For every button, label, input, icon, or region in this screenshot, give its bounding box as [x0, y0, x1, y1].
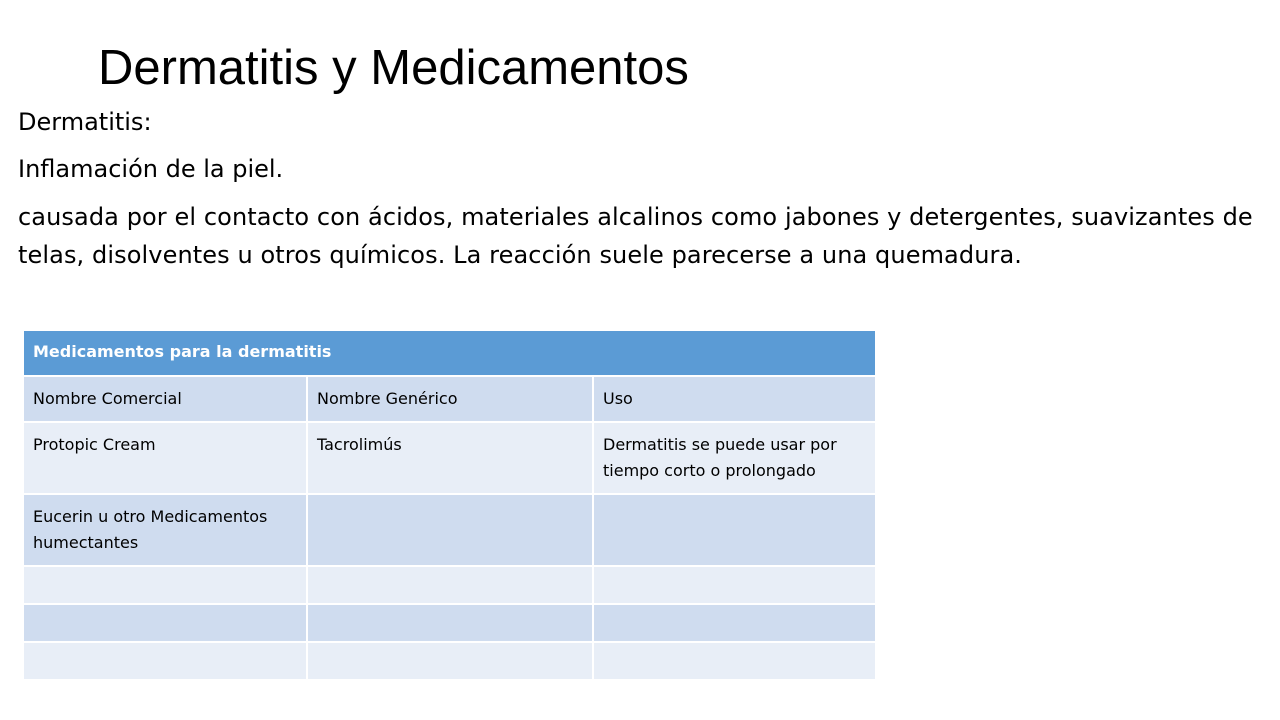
- table-cell: Tacrolimús: [307, 422, 593, 494]
- table-cell: [307, 642, 593, 680]
- table-cell: Dermatitis se puede usar por tiempo corto o prolongado: [593, 422, 876, 494]
- paragraph-definition: Inflamación de la piel.: [18, 155, 284, 183]
- table-cell: [593, 566, 876, 604]
- table-row: [23, 604, 876, 642]
- table-caption: Medicamentos para la dermatitis: [23, 330, 876, 376]
- table-cell: [307, 494, 593, 566]
- paragraph-description: causada por el contacto con ácidos, materiales alcalinos como jabones y detergentes, suavizantes de telas, disolventes u otros químicos. La reacción suele parecerse a una quemadura.: [18, 203, 1253, 269]
- slide-body: [18, 104, 1264, 274]
- table-cell: Eucerin u otro Medicamentos humectantes: [23, 494, 307, 566]
- medications-table: [22, 329, 877, 681]
- table-cell: Protopic Cream: [23, 422, 307, 494]
- table-cell: [593, 494, 876, 566]
- table-cell: [307, 566, 593, 604]
- slide-title: Dermatitis y Medicamentos: [98, 41, 689, 95]
- table-cell: [23, 604, 307, 642]
- table-caption-row: [23, 330, 876, 376]
- header-nombre-generico: Nombre Genérico: [307, 376, 593, 422]
- header-uso: Uso: [593, 376, 876, 422]
- table-cell: [593, 604, 876, 642]
- table-cell: [23, 566, 307, 604]
- table-row: [23, 422, 876, 494]
- table-cell: [23, 642, 307, 680]
- table-cell: [593, 642, 876, 680]
- table-cell: [307, 604, 593, 642]
- header-nombre-comercial: Nombre Comercial: [23, 376, 307, 422]
- paragraph-heading: Dermatitis:: [18, 108, 152, 136]
- table-row: [23, 494, 876, 566]
- table-row: [23, 642, 876, 680]
- table-header-row: [23, 376, 876, 422]
- table-row: [23, 566, 876, 604]
